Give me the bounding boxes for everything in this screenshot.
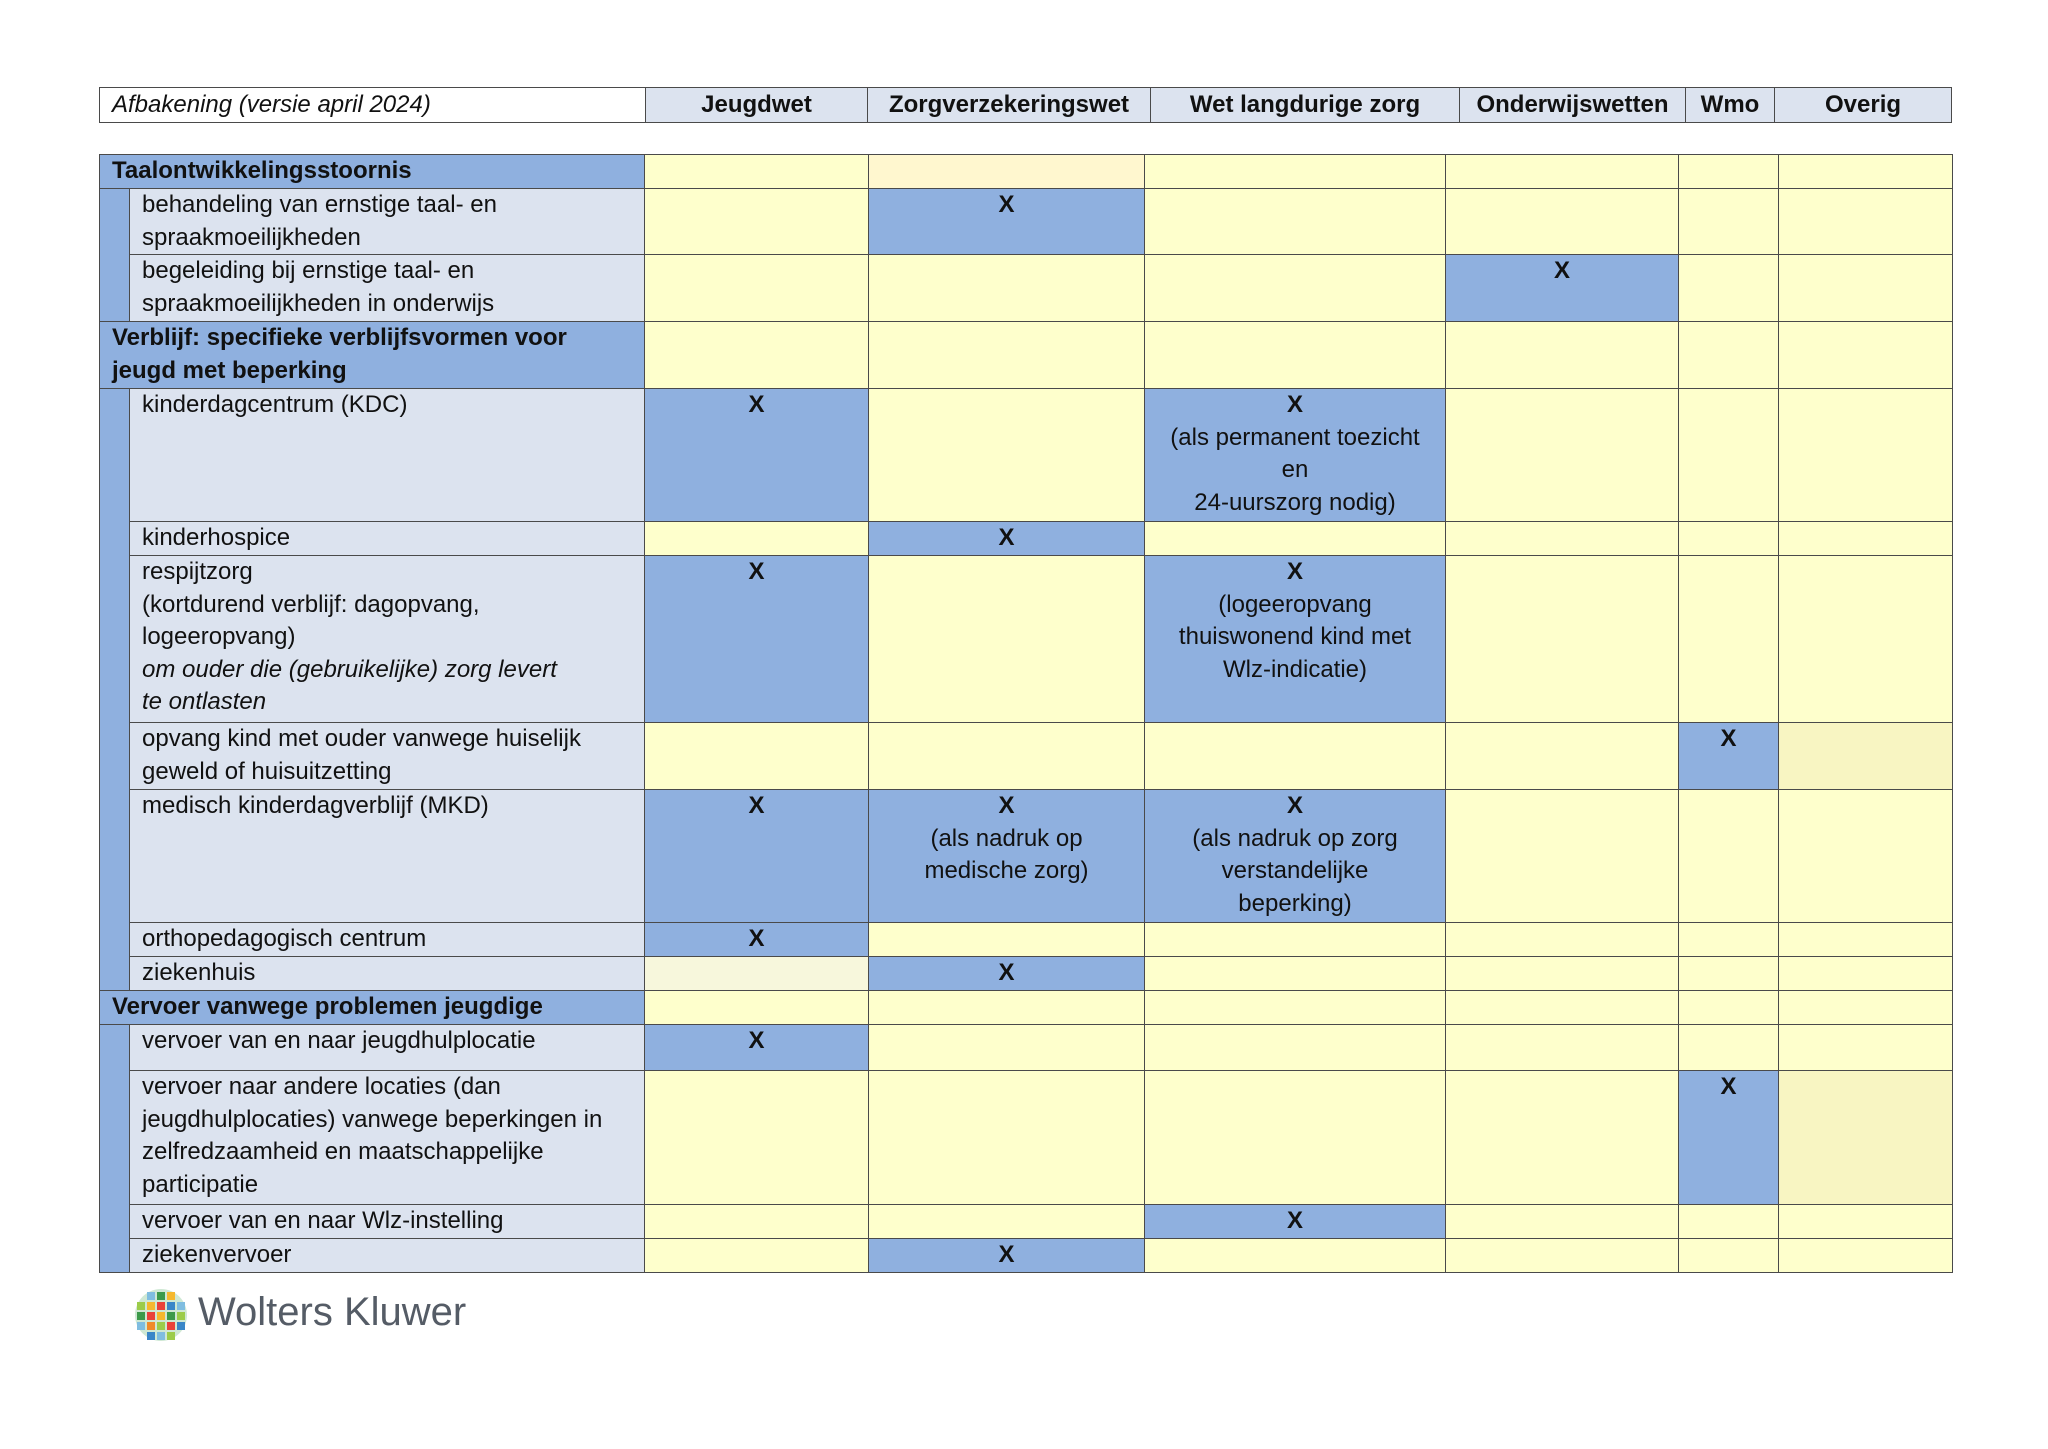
section-title: Taalontwikkelingsstoornis xyxy=(100,155,645,189)
section-bar xyxy=(100,1025,130,1273)
column-header-zorgverzekeringswet: Zorgverzekeringswet xyxy=(868,88,1151,123)
cell-wmo xyxy=(1679,155,1779,189)
cell-wlz xyxy=(1145,189,1446,255)
cell-note: (logeeropvang xyxy=(1218,590,1372,618)
row-label: respijtzorg (kortdurend verblijf: dagopvang, logeeropvang) om ouder die (gebruikelijke) zorg levert te ontlasten xyxy=(130,556,645,723)
cell-onderwijs xyxy=(1446,155,1679,189)
table-row xyxy=(100,790,1953,923)
cell-note: (als nadruk op xyxy=(930,824,1083,852)
cell-overig xyxy=(1779,957,1953,991)
cell-wlz xyxy=(1145,1239,1446,1273)
cell-jeugdwet xyxy=(645,790,869,923)
x-mark: X xyxy=(1286,792,1303,819)
cell-note: thuiswonend kind met xyxy=(1178,623,1412,650)
cell-wlz xyxy=(1145,991,1446,1025)
cell-wlz xyxy=(1145,957,1446,991)
row-label: vervoer naar andere locaties (dan jeugdhulplocaties) vanwege beperkingen in zelfredzaamheid en maatschappelijke participatie xyxy=(130,1071,645,1205)
cell-wlz xyxy=(1145,255,1446,322)
cell-note: (als nadruk op zorg xyxy=(1192,824,1398,852)
cell-overig xyxy=(1779,389,1953,522)
cell-onderwijs xyxy=(1446,790,1679,923)
cell-wlz xyxy=(1145,155,1446,189)
cell-zvw xyxy=(869,155,1145,189)
cell-jeugdwet xyxy=(645,1239,869,1273)
cell-onderwijs xyxy=(1446,255,1679,322)
table-row xyxy=(100,723,1953,790)
cell-zvw xyxy=(869,322,1145,389)
cell-zvw xyxy=(869,923,1145,957)
cell-wmo xyxy=(1679,790,1779,923)
cell-jeugdwet xyxy=(645,723,869,790)
cell-zvw xyxy=(869,556,1145,723)
cell-jeugdwet xyxy=(645,189,869,255)
cell-overig xyxy=(1779,255,1953,322)
table-title: Afbakening (versie april 2024) xyxy=(100,88,646,123)
table-row xyxy=(100,1205,1953,1239)
cell-overig xyxy=(1779,991,1953,1025)
column-header-jeugdwet: Jeugdwet xyxy=(646,88,868,123)
cell-note: en xyxy=(1281,456,1309,483)
row-label: ziekenvervoer xyxy=(130,1239,645,1273)
row-label: opvang kind met ouder vanwege huiselijk geweld of huisuitzetting xyxy=(130,723,645,790)
cell-zvw xyxy=(869,1025,1145,1071)
cell-wlz xyxy=(1145,322,1446,389)
x-mark: X xyxy=(998,1241,1015,1268)
cell-wlz xyxy=(1145,723,1446,790)
cell-wmo xyxy=(1679,991,1779,1025)
x-mark: X xyxy=(1286,391,1303,418)
cell-onderwijs xyxy=(1446,1071,1679,1205)
table-row xyxy=(100,189,1953,255)
cell-wmo xyxy=(1679,556,1779,723)
section-row xyxy=(100,322,1953,389)
table-row xyxy=(100,522,1953,556)
cell-zvw xyxy=(869,1239,1145,1273)
cell-wlz xyxy=(1145,556,1446,723)
cell-overig xyxy=(1779,723,1953,790)
cell-overig xyxy=(1779,1239,1953,1273)
cell-wlz xyxy=(1145,389,1446,522)
cell-zvw xyxy=(869,1205,1145,1239)
cell-wmo xyxy=(1679,923,1779,957)
column-header-onderwijswetten: Onderwijswetten xyxy=(1460,88,1686,123)
x-mark: X xyxy=(998,191,1015,218)
cell-wmo xyxy=(1679,255,1779,322)
cell-note: 24-uurszorg nodig) xyxy=(1194,488,1396,516)
cell-wmo xyxy=(1679,1071,1779,1205)
cell-wmo xyxy=(1679,723,1779,790)
cell-onderwijs xyxy=(1446,389,1679,522)
cell-jeugdwet xyxy=(645,957,869,991)
cell-overig xyxy=(1779,189,1953,255)
cell-wlz xyxy=(1145,522,1446,556)
afbakening-table xyxy=(99,154,1953,1273)
cell-wmo xyxy=(1679,1025,1779,1071)
cell-jeugdwet xyxy=(645,923,869,957)
x-mark: X xyxy=(748,391,765,418)
row-label: vervoer van en naar jeugdhulplocatie xyxy=(130,1025,645,1071)
cell-jeugdwet xyxy=(645,1205,869,1239)
cell-zvw xyxy=(869,389,1145,522)
cell-overig xyxy=(1779,556,1953,723)
cell-jeugdwet xyxy=(645,522,869,556)
x-mark: X xyxy=(748,558,765,585)
cell-zvw xyxy=(869,255,1145,322)
cell-zvw xyxy=(869,189,1145,255)
x-mark: X xyxy=(1286,558,1303,585)
cell-wmo xyxy=(1679,957,1779,991)
x-mark: X xyxy=(998,524,1015,551)
cell-jeugdwet xyxy=(645,1025,869,1071)
x-mark: X xyxy=(1286,1207,1303,1234)
cell-jeugdwet xyxy=(645,556,869,723)
x-mark: X xyxy=(1720,725,1737,752)
x-mark: X xyxy=(748,925,765,952)
cell-note: beperking) xyxy=(1238,889,1352,917)
cell-overig xyxy=(1779,923,1953,957)
x-mark: X xyxy=(748,1027,765,1054)
cell-note: medische zorg) xyxy=(924,857,1089,884)
column-header-wet-langdurige-zorg: Wet langdurige zorg xyxy=(1151,88,1460,123)
cell-overig xyxy=(1779,790,1953,923)
logo-text: Wolters Kluwer xyxy=(198,1290,467,1334)
section-row xyxy=(100,155,1953,189)
cell-overig xyxy=(1779,1025,1953,1071)
cell-overig xyxy=(1779,155,1953,189)
cell-note: Wlz-indicatie) xyxy=(1222,655,1368,683)
section-title: Vervoer vanwege problemen jeugdige xyxy=(100,991,645,1025)
column-header-wmo: Wmo xyxy=(1686,88,1775,123)
row-label: kinderdagcentrum (KDC) xyxy=(130,389,645,522)
cell-wlz xyxy=(1145,1205,1446,1239)
cell-onderwijs xyxy=(1446,1025,1679,1071)
section-bar xyxy=(100,389,130,991)
table-row xyxy=(100,923,1953,957)
cell-overig xyxy=(1779,1071,1953,1205)
cell-wmo xyxy=(1679,1239,1779,1273)
row-label: begeleiding bij ernstige taal- en spraakmoeilijkheden in onderwijs xyxy=(130,255,645,322)
row-label: kinderhospice xyxy=(130,522,645,556)
cell-jeugdwet xyxy=(645,1071,869,1205)
column-header-overig: Overig xyxy=(1775,88,1952,123)
cell-onderwijs xyxy=(1446,189,1679,255)
cell-onderwijs xyxy=(1446,1205,1679,1239)
cell-jeugdwet xyxy=(645,322,869,389)
cell-onderwijs xyxy=(1446,991,1679,1025)
cell-wlz xyxy=(1145,1071,1446,1205)
cell-wmo xyxy=(1679,322,1779,389)
wolters-kluwer-mark-icon xyxy=(134,1288,190,1344)
cell-overig xyxy=(1779,522,1953,556)
cell-zvw xyxy=(869,522,1145,556)
cell-overig xyxy=(1779,322,1953,389)
cell-zvw xyxy=(869,957,1145,991)
cell-wmo xyxy=(1679,189,1779,255)
row-label: behandeling van ernstige taal- en spraakmoeilijkheden xyxy=(130,189,645,255)
section-bar xyxy=(100,189,130,322)
cell-wmo xyxy=(1679,522,1779,556)
cell-zvw xyxy=(869,991,1145,1025)
cell-wlz xyxy=(1145,790,1446,923)
x-mark: X xyxy=(998,959,1015,986)
wolters-kluwer-logo xyxy=(134,1288,594,1344)
cell-overig xyxy=(1779,1205,1953,1239)
table-row xyxy=(100,957,1953,991)
cell-onderwijs xyxy=(1446,723,1679,790)
cell-wlz xyxy=(1145,923,1446,957)
cell-zvw xyxy=(869,790,1145,923)
row-label: vervoer van en naar Wlz-instelling xyxy=(130,1205,645,1239)
cell-wmo xyxy=(1679,389,1779,522)
table-row xyxy=(100,1025,1953,1071)
row-label: medisch kinderdagverblijf (MKD) xyxy=(130,790,645,923)
section-row xyxy=(100,991,1953,1025)
x-mark: X xyxy=(1553,257,1570,284)
cell-onderwijs xyxy=(1446,923,1679,957)
cell-zvw xyxy=(869,723,1145,790)
table-row xyxy=(100,255,1953,322)
cell-jeugdwet xyxy=(645,155,869,189)
row-label: orthopedagogisch centrum xyxy=(130,923,645,957)
table-row xyxy=(100,1071,1953,1205)
cell-onderwijs xyxy=(1446,522,1679,556)
cell-wlz xyxy=(1145,1025,1446,1071)
cell-note: verstandelijke xyxy=(1221,857,1369,884)
x-mark: X xyxy=(998,792,1015,819)
x-mark: X xyxy=(748,792,765,819)
row-label: ziekenhuis xyxy=(130,957,645,991)
cell-onderwijs xyxy=(1446,957,1679,991)
x-mark: X xyxy=(1720,1073,1737,1100)
cell-wmo xyxy=(1679,1205,1779,1239)
table-row xyxy=(100,389,1953,522)
cell-jeugdwet xyxy=(645,991,869,1025)
cell-jeugdwet xyxy=(645,389,869,522)
table-row xyxy=(100,1239,1953,1273)
cell-onderwijs xyxy=(1446,322,1679,389)
cell-onderwijs xyxy=(1446,556,1679,723)
table-row xyxy=(100,556,1953,723)
section-title: Verblijf: specifieke verblijfsvormen voor jeugd met beperking xyxy=(100,322,645,389)
cell-onderwijs xyxy=(1446,1239,1679,1273)
cell-zvw xyxy=(869,1071,1145,1205)
cell-jeugdwet xyxy=(645,255,869,322)
column-header-table xyxy=(99,87,1952,123)
cell-note: (als permanent toezicht xyxy=(1170,423,1420,451)
